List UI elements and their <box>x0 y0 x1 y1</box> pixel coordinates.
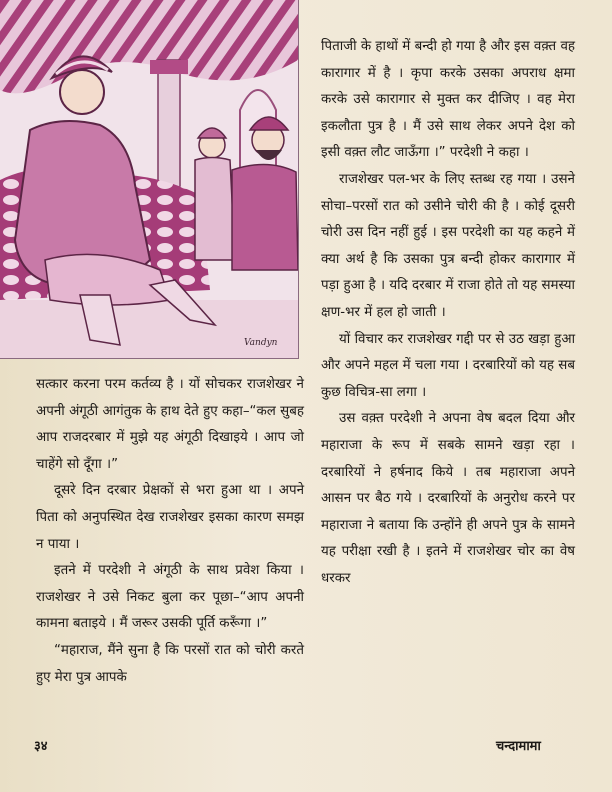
left-paragraph-3: इतने में परदेशी ने अंगूठी के साथ प्रवेश किया । राजशेखर ने उसे निकट बुला कर पूछा–“आप अपनी कामना बताइये । मैं जरूर उसकी पूर्ति करूँगा ।” <box>36 563 304 632</box>
page-number: ३४ <box>34 739 48 754</box>
left-text-column <box>36 372 304 691</box>
king-court-illustration-icon <box>0 0 298 358</box>
magazine-name: चन्दामामा <box>496 739 541 754</box>
left-paragraph-1: सत्कार करना परम कर्तव्य है । यों सोचकर राजशेखर ने अपनी अंगूठी आगंतुक के हाथ देते हुए कहा–“कल सुबह आप राजदरबार में मुझे यह अंगूठी दिखाइये । आप जो चाहेंगे सो दूँगा ।” <box>36 377 304 472</box>
left-paragraph-2: दूसरे दिन दरबार प्रेक्षकों से भरा हुआ था । अपने पिता को अनुपस्थित देख राजशेखर इसका कारण समझ न पाया । <box>36 483 304 552</box>
left-paragraph-4: “महाराज, मैंने सुना है कि परसों रात को चोरी करते हुए मेरा पुत्र आपके <box>36 642 304 685</box>
right-text-column <box>321 34 575 592</box>
right-paragraph-2: राजशेखर पल-भर के लिए स्तब्ध रह गया । उसने सोचा–परसों रात को उसीने चोरी की है । कोई दूसरी चोरी उस दिन नहीं हुई । इस परदेशी का यह कहने में क्या अर्थ है कि उसका पुत्र बन्दी होकर कारागार में पड़ा हुआ है । यदि दरबार में राजा होते तो यह समस्या क्षण-भर में हल हो जाती । <box>321 171 575 320</box>
right-paragraph-4: उस वक़्त परदेशी ने अपना वेष बदल दिया और महाराजा के रूप में सबके सामने खड़ा रहा । दरबारियों ने हर्षनाद किये । तब महाराजा अपने आसन पर बैठ गये । दरबारियों के अनुरोध करने पर महाराजा ने बताया कि उन्होंने ही अपने पुत्र के सामने यह परीक्षा रखी है । इतने में राजशेखर चोर का वेष धरकर <box>321 411 575 586</box>
right-paragraph-1: पिताजी के हाथों में बन्दी हो गया है और इस वक़्त वह कारागार में है । कृपा करके उसका अपराध क्षमा करके उसे कारागार से मुक्त कर दीजिए । वह मेरा इकलौता पुत्र है । मैं उसे साथ लेकर अपने देश को इसी वक़्त लौट जाऊँगा ।” परदेशी ने कहा । <box>321 39 575 161</box>
king-court-illustration <box>0 0 299 359</box>
right-paragraph-3: यों विचार कर राजशेखर गद्दी पर से उठ खड़ा हुआ और अपने महल में चला गया । दरबारियों को यह सब कुछ विचित्र-सा लगा । <box>321 331 575 400</box>
illustration-signature: Vandyn <box>244 338 278 348</box>
